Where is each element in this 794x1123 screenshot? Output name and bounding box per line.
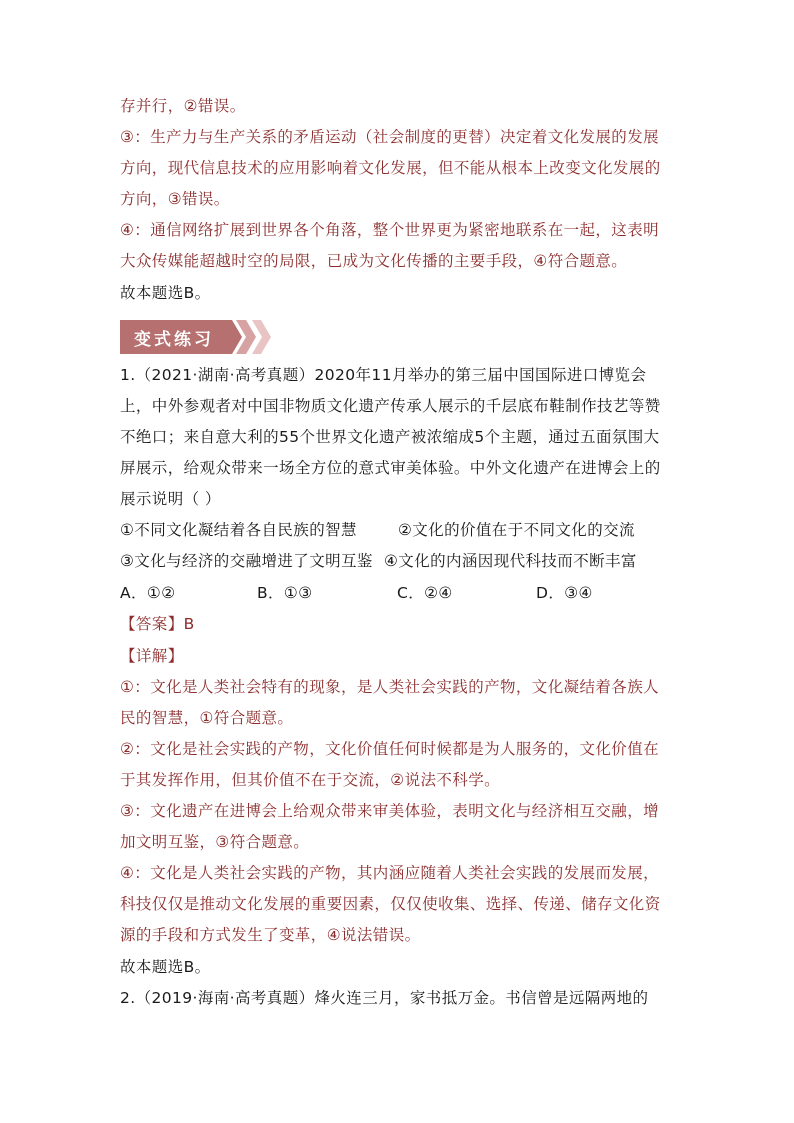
text-line: 大众传媒能超越时空的局限，已成为文化传播的主要手段，④符合题意。: [120, 252, 628, 270]
conclusion-text: 故本题选B。: [120, 958, 211, 976]
text-line: 存并行，②错误。: [120, 97, 246, 115]
question-text: 上，中外参观者对中国非物质文化遗产传承人展示的千层底布鞋制作技艺等赞: [120, 397, 661, 415]
text-line: ③：生产力与生产关系的矛盾运动（社会制度的更替）决定着文化发展的发展: [120, 128, 659, 146]
question-text: 不绝口；来自意大利的55个世界文化遗产被浓缩成5个主题，通过五面氛围大: [120, 428, 660, 446]
question-text: 1.（2021·湖南·高考真题）2020年11月举办的第三届中国国际进口博览会: [120, 366, 647, 384]
explanation-line: ①：文化是人类社会特有的现象，是人类社会实践的产物，文化凝结着各族人: [120, 678, 659, 696]
option-c: C．②④: [397, 584, 453, 602]
option-b: B．①③: [257, 584, 313, 602]
option-d: D．③④: [536, 584, 593, 602]
option-a: A．①②: [120, 584, 176, 602]
section-banner: [120, 318, 275, 356]
explanation-line: ④：文化是人类社会实践的产物，其内涵应随着人类社会实践的发展而发展，: [120, 864, 659, 882]
explanation-line: 于其发挥作用，但其价值不在于交流，②说法不科学。: [120, 771, 500, 789]
statement-2: ②文化的价值在于不同文化的交流: [398, 521, 635, 539]
explanation-line: 民的智慧，①符合题意。: [120, 709, 294, 727]
question-text: 展示说明（ ）: [120, 490, 221, 508]
question-text: 屏展示，给观众带来一场全方位的意式审美体验。中外文化遗产在进博会上的: [120, 459, 661, 477]
banner-title: 变式练习: [134, 330, 214, 350]
text-line: 方向，现代信息技术的应用影响着文化发展，但不能从根本上改变文化发展的: [120, 159, 661, 177]
question-text: 2.（2019·海南·高考真题）烽火连三月，家书抵万金。书信曾是远隔两地的: [120, 989, 649, 1007]
conclusion-text: 故本题选B。: [120, 284, 211, 302]
statement-3: ③文化与经济的交融增进了文明互鉴: [120, 552, 373, 570]
explanation-line: ②：文化是社会实践的产物，文化价值任何时候都是为人服务的，文化价值在: [120, 740, 659, 758]
text-line: ④：通信网络扩展到世界各个角落，整个世界更为紧密地联系在一起，这表明: [120, 221, 659, 239]
explanation-line: 加文明互鉴，③符合题意。: [120, 833, 310, 851]
answer-label: 【答案】B: [120, 615, 195, 633]
explanation-line: 科技仅仅是推动文化发展的重要因素，仅仅使收集、选择、传递、储存文化资: [120, 895, 661, 913]
text-line: 方向，③错误。: [120, 190, 230, 208]
explanation-line: 源的手段和方式发生了变革，④说法错误。: [120, 926, 421, 944]
detail-label: 【详解】: [120, 647, 184, 665]
explanation-line: ③：文化遗产在进博会上给观众带来审美体验，表明文化与经济相互交融，增: [120, 802, 659, 820]
statement-1: ①不同文化凝结着各自民族的智慧: [120, 521, 357, 539]
statement-4: ④文化的内涵因现代科技而不断丰富: [384, 552, 637, 570]
